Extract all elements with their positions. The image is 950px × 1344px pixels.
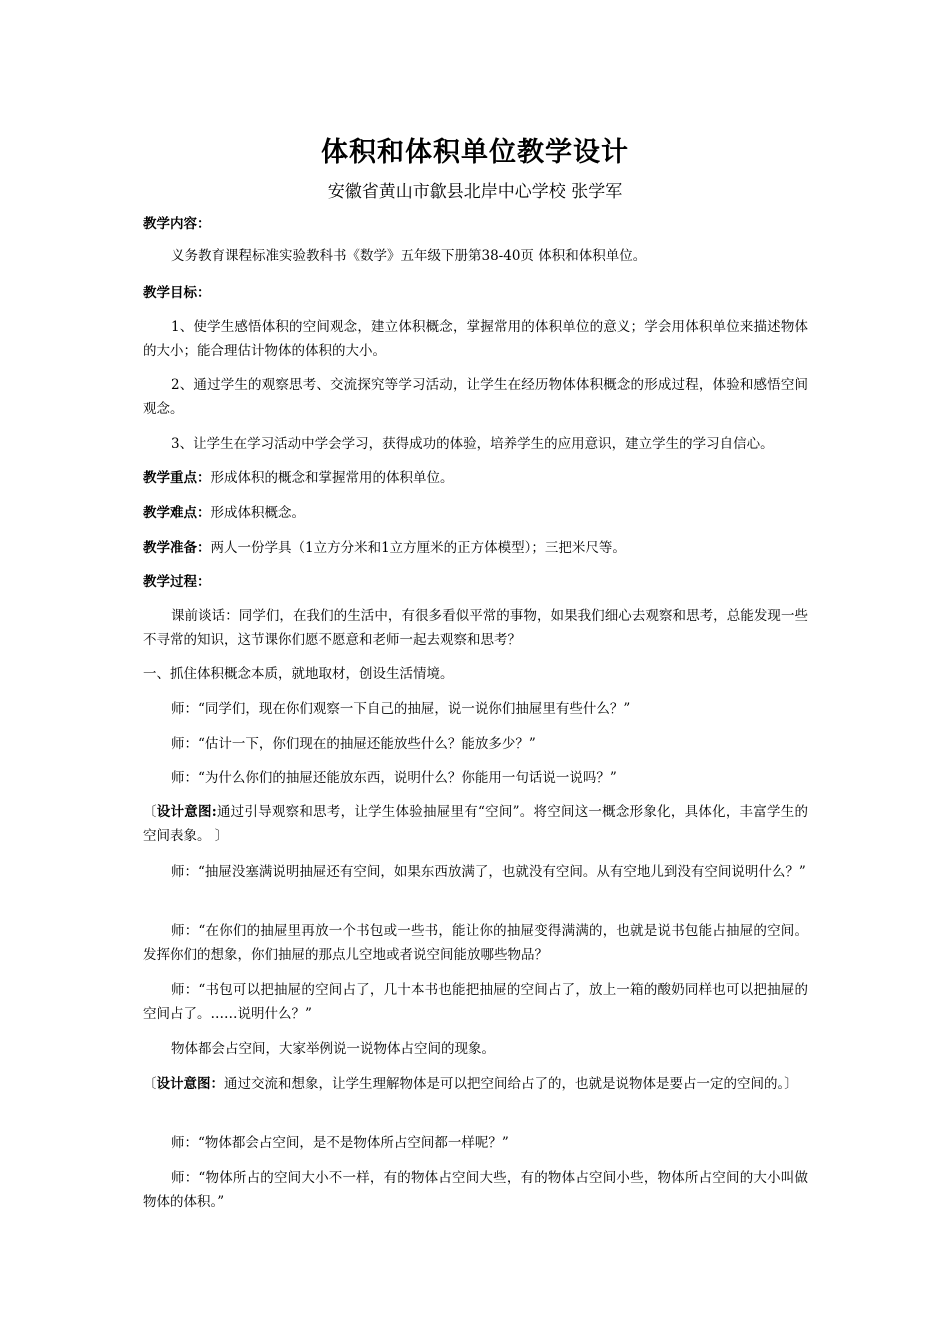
teacher-line-6: 师：“书包可以把抽屉的空间占了，几十本书也能把抽屉的空间占了，放上一箱的酸奶同样也可以把抽屉的空间占了。……说明什么？”	[143, 982, 808, 1022]
teacher-line-7: 师：“物体都会占空间，是不是物体所占空间都一样呢？”	[171, 1135, 509, 1151]
process-heading: 教学过程：	[143, 574, 211, 590]
preparation	[143, 536, 808, 560]
intent-2-bracket: 〔	[143, 1076, 157, 1092]
difficulty-point	[143, 501, 808, 525]
teacher-line-3: 师：“为什么你们的抽屉还能放东西，说明什么？你能用一句话说一说吗？”	[171, 770, 617, 786]
goal-3: 3、让学生在学习活动中学会学习，获得成功的体验，培养学生的应用意识，建立学生的学习自信心。	[171, 436, 774, 452]
teacher-line-1: 师：“同学们，现在你们观察一下自己的抽屉，说一说你们抽屉里有些什么？”	[171, 701, 631, 717]
intent-1-text: 通过引导观察和思考，让学生体验抽屉里有“空间”。将空间这一概念形象化，具体化，丰富学生的空间表象。 〕	[143, 804, 809, 844]
teacher-line-5: 师：“在你们的抽屉里再放一个书包或一些书，能让你的抽屉变得满满的，也就是说书包能占抽屉的空间。发挥你们的想象，你们抽屉的那点儿空地或者说空间能放哪些物品？	[143, 923, 808, 963]
difficulty-heading: 教学难点：	[143, 505, 211, 521]
prep-heading: 教学准备：	[143, 540, 211, 556]
teacher-line-8: 师：“物体所占的空间大小不一样，有的物体占空间大些，有的物体占空间小些，物体所占空间的大小叫做物体的体积。”	[143, 1170, 808, 1210]
design-intent-2	[143, 1072, 808, 1096]
intent-1-label: 设计意图:	[156, 804, 217, 820]
document-subtitle: 安徽省黄山市歙县北岸中心学校 张学军	[327, 182, 623, 202]
goal-1: 1、使学生感悟体积的空间观念，建立体积概念，掌握常用的体积单位的意义；学会用体积单位来描述物体的大小；能合理估计物体的体积的大小。	[143, 319, 808, 359]
prep-text: 两人一份学具（1立方分米和1立方厘米的正方体模型）；三把米尺等。	[210, 540, 626, 556]
content-heading: 教学内容：	[143, 216, 211, 232]
teacher-line-2: 师：“估计一下，你们现在的抽屉还能放些什么？能放多少？”	[171, 736, 536, 752]
key-point	[143, 466, 808, 490]
pre-talk: 课前谈话：同学们，在我们的生活中，有很多看似平常的事物，如果我们细心去观察和思考，总能发现一些不寻常的知识，这节课你们愿不愿意和老师一起去观察和思考？	[143, 608, 808, 648]
occupy-space-line: 物体都会占空间，大家举例说一说物体占空间的现象。	[171, 1041, 495, 1057]
document-title: 体积和体积单位教学设计	[321, 137, 629, 168]
difficulty-text: 形成体积概念。	[210, 505, 305, 521]
key-heading: 教学重点：	[143, 470, 211, 486]
key-text: 形成体积的概念和掌握常用的体积单位。	[210, 470, 454, 486]
content-text: 义务教育课程标准实验教科书《数学》五年级下册第38-40页 体积和体积单位。	[171, 248, 647, 264]
section-1-heading: 一、抓住体积概念本质，就地取材，创设生活情境。	[143, 666, 454, 682]
teacher-line-4: 师：“抽屉没塞满说明抽屉还有空间，如果东西放满了，也就没有空间。从有空地儿到没有空间说明什么？”	[171, 864, 806, 880]
goals-heading: 教学目标：	[143, 285, 211, 301]
goal-2: 2、通过学生的观察思考、交流探究等学习活动，让学生在经历物体体积概念的形成过程，体验和感悟空间观念。	[143, 377, 808, 417]
intent-1-bracket: 〔	[143, 804, 157, 820]
intent-2-label: 设计意图：	[156, 1076, 224, 1092]
design-intent-1	[143, 800, 808, 848]
intent-2-text: 通过交流和想象，让学生理解物体是可以把空间给占了的，也就是说物体是要占一定的空间的。〕	[224, 1076, 798, 1092]
